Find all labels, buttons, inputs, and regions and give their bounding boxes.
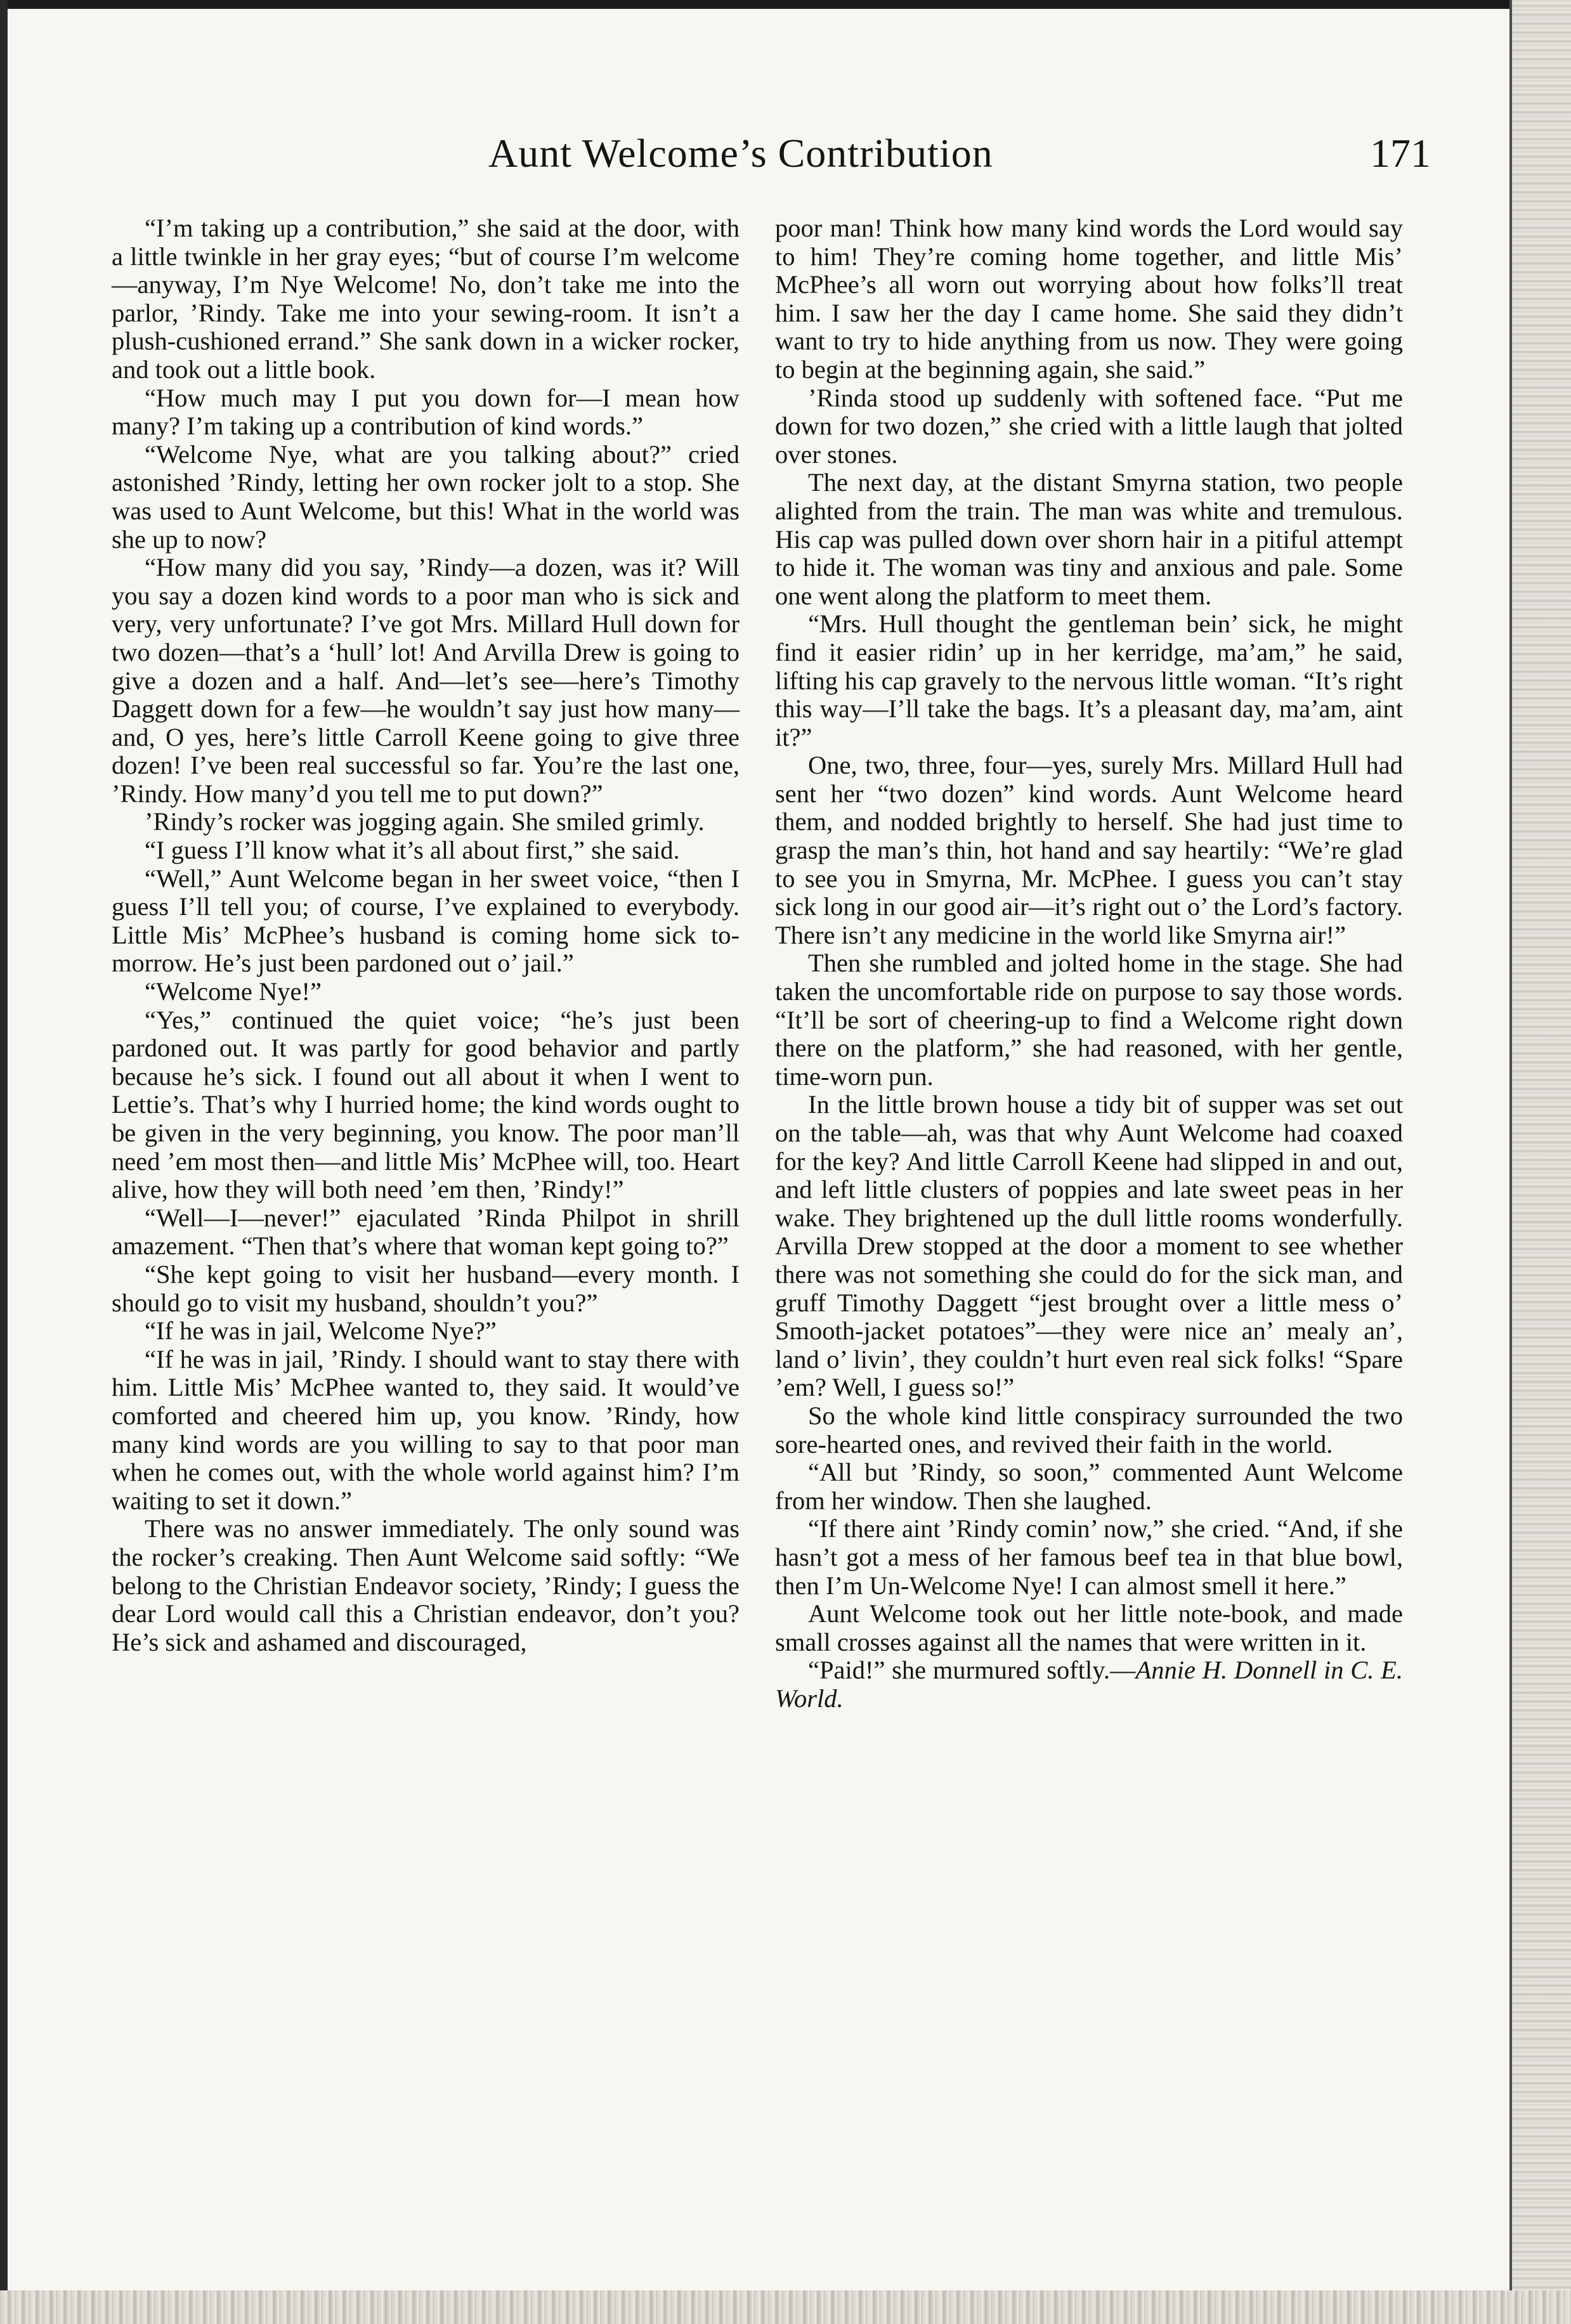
page-number: 171 [1370, 131, 1431, 176]
paragraph: There was no answer immediately. The only sound was the rocker’s creaking. Then Aunt Welcome said softly: “We belong to the Christian Endeavor society, ’Rindy; I guess the dear Lord would call this a Christian endeavor, don’t you? He’s sick and ashamed and discouraged, [112, 1514, 740, 1656]
paragraph: “All but ’Rindy, so soon,” commented Aunt Welcome from her window. Then she laughed. [775, 1458, 1403, 1515]
paragraph: “If there aint ’Rindy comin’ now,” she cried. “And, if she hasn’t got a mess of her famous beef tea in that blue bowl, then I’m Un-Welcome Nye! I can almost smell it here.” [775, 1514, 1403, 1600]
paragraph: “Well,” Aunt Welcome began in her sweet voice, “then I guess I’ll tell you; of course, I’ve explained to everybody. Little Mis’ McPhee’s husband is coming home sick to-morrow. He’s just been pardoned out o’ jail.” [112, 864, 740, 978]
right-column [775, 214, 1403, 1713]
paragraph: Then she rumbled and jolted home in the stage. She had taken the uncomfortable ride on purpose to say those words. “It’ll be sort of cheering-up to find a Welcome right down there on the platform,” she had reasoned, with her gentle, time-worn pun. [775, 949, 1403, 1091]
paragraph: “Well—I—never!” ejaculated ’Rinda Philpot in shrill amazement. “Then that’s where that woman kept going to?” [112, 1203, 740, 1261]
paragraph: One, two, three, four—yes, surely Mrs. Millard Hull had sent her “two dozen” kind words. Aunt Welcome heard them, and nodded brightly to herself. She had just time to grasp the man’s thin, hot hand and say heartily: “We’re glad to see you in Smyrna, Mr. McPhee. I guess you can’t stay sick long in our good air—it’s right out o’ the Lord’s factory. There isn’t any medicine in the world like Smyrna air!” [775, 751, 1403, 949]
closing-quote: “Paid!” she murmured softly.— [808, 1656, 1136, 1685]
paragraph: “Yes,” continued the quiet voice; “he’s just been pardoned out. It was partly for good behavior and partly because he’s sick. I found out all about it when I went to Lettie’s. That’s why I hurried home; the kind words ought to be given in the very beginning, you know. The poor man’ll need ’em most then—and little Mis’ McPhee will, too. Heart alive, how they will both need ’em then, ’Rindy!” [112, 1005, 740, 1204]
paragraph: The next day, at the distant Smyrna station, two people alighted from the train. The man was white and tremulous. His cap was pulled down over shorn hair in a pitiful attempt to hide it. The woman was tiny and anxious and pale. Some one went along the platform to meet them. [775, 468, 1403, 610]
paragraph: “I guess I’ll know what it’s all about first,” she said. [145, 836, 680, 865]
paragraph: “She kept going to visit her husband—every month. I should go to visit my husband, shouldn’t you?” [112, 1259, 740, 1317]
paragraph: In the little brown house a tidy bit of supper was set out on the table—ah, was that why Aunt Welcome had coaxed for the key? And little Carroll Keene had slipped in and out, and left little clusters of poppies and late sweet peas in her wake. They brightened up the dull little rooms wonderfully. Arvilla Drew stopped at the door a moment to see whether there was not something she could do for the sick man, and gruff Timothy Daggett “jest brought over a little mess o’ Smooth-jacket potatoes”—they were nice an’ mealy an’, land o’ livin’, they couldn’t hurt even real sick folks! “Spare ’em? Well, I guess so!” [775, 1090, 1403, 1402]
paragraph: So the whole kind little conspiracy surrounded the two sore-hearted ones, and revived their faith in the world. [775, 1401, 1403, 1458]
right-page-edge [1509, 0, 1571, 2324]
closing-paragraph [775, 1656, 1403, 1713]
paragraph: “Welcome Nye!” [145, 977, 322, 1006]
paragraph: “Mrs. Hull thought the gentleman bein’ sick, he might find it easier ridin’ up in her kerridge, ma’am,” he said, lifting his cap gravely to the nervous little woman. “It’s right this way—I’ll take the bags. It’s a pleasant day, ma’am, aint it?” [775, 609, 1403, 751]
left-column [112, 214, 740, 1656]
paragraph: Aunt Welcome took out her little note-book, and made small crosses against all the names that were written in it. [775, 1599, 1403, 1656]
bottom-page-edge [0, 2290, 1571, 2324]
running-head: Aunt Welcome’s Contribution [488, 131, 993, 176]
paragraph: “How much may I put you down for—I mean how many? I’m taking up a contribution of kind words.” [112, 383, 740, 441]
paragraph: “I’m taking up a contribution,” she said at the door, with a little twinkle in her gray eyes; “but of course I’m welcome—anyway, I’m Nye Welcome! No, don’t take me into the parlor, ’Rindy. Take me into your sewing-room. It isn’t a plush-cushioned errand.” She sank down in a wicker rocker, and took out a little book. [112, 214, 740, 384]
paragraph: “How many did you say, ’Rindy—a dozen, was it? Will you say a dozen kind words to a poor man who is sick and very, very unfortunate? I’ve got Mrs. Millard Hull down for two dozen—that’s a ‘hull’ lot! And Arvilla Drew is going to give a dozen and a half. And—let’s see—here’s Timothy Daggett down for a few—he wouldn’t say just how many—and, O yes, here’s little Carroll Keene going to give three dozen! I’ve been real successful so far. You’re the last one, ’Rindy. How many’d you tell me to put down?” [112, 553, 740, 808]
paragraph: ’Rinda stood up suddenly with softened face. “Put me down for two dozen,” she cried with a little laugh that jolted over stones. [775, 383, 1403, 469]
paragraph: “If he was in jail, Welcome Nye?” [145, 1316, 497, 1346]
paragraph: “Welcome Nye, what are you talking about?” cried astonished ’Rindy, letting her own rocker jolt to a stop. She was used to Aunt Welcome, but this! What in the world was she up to now? [112, 439, 740, 554]
left-scan-border [0, 0, 8, 2324]
signature: Annie H. Donnell in C. E. World. [775, 1656, 1403, 1713]
paragraph-continuation: poor man! Think how many kind words the Lord would say to him! They’re coming home together, and little Mis’ McPhee’s all worn out worrying about how folks’ll treat him. I saw her the day I came home. She said they didn’t want to try to hide anything from us now. They were going to begin at the beginning again, she said.” [775, 214, 1403, 384]
paragraph: “If he was in jail, ’Rindy. I should want to stay there with him. Little Mis’ McPhee wanted to, they said. It would’ve comforted and cheered him up, you know. ’Rindy, how many kind words are you willing to say to that poor man when he comes out, with the whole world against him? I’m waiting to set it down.” [112, 1344, 740, 1515]
top-scan-border [0, 0, 1571, 9]
paragraph: ’Rindy’s rocker was jogging again. She smiled grimly. [145, 807, 705, 836]
